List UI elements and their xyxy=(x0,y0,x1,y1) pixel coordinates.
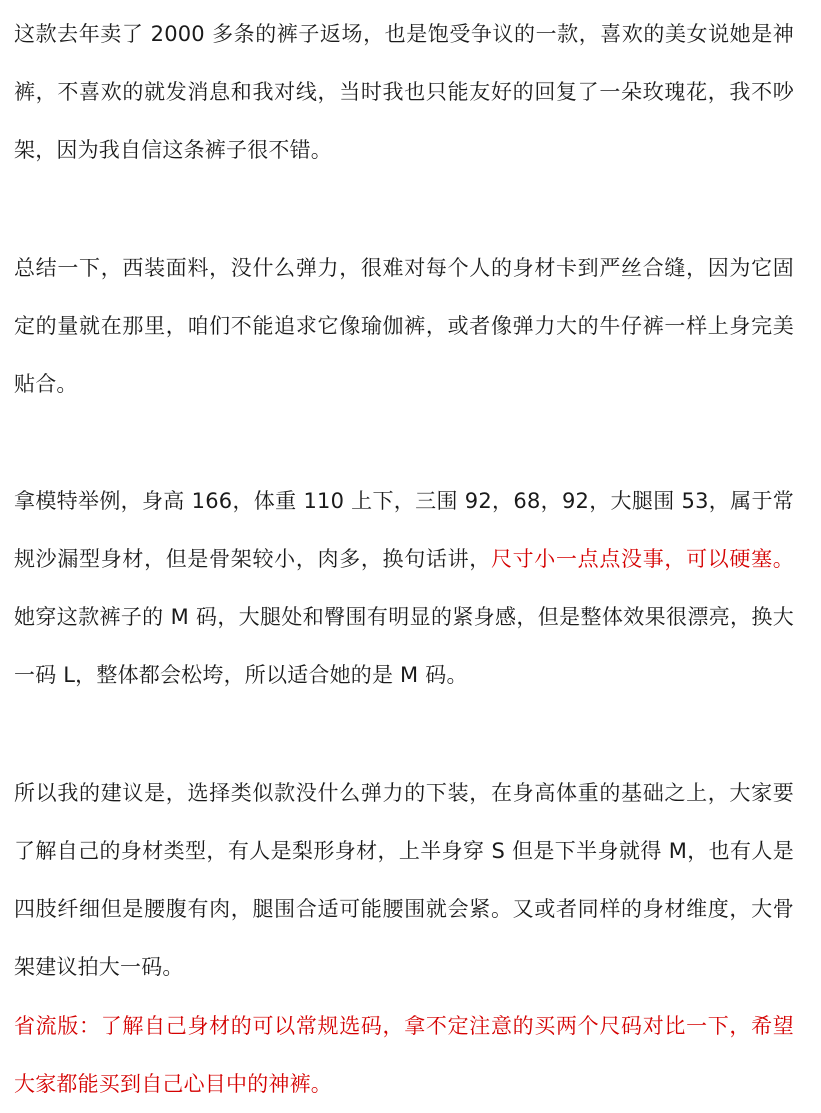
model-example-text-continued: 她穿这款裤子的 M 码，大腿处和臀围有明显的紧身感，但是整体效果很漂亮，换大一码 L，整体都会松垮，所以适合她的是 M 码。 xyxy=(14,605,794,687)
model-example-text: 拿模特举例，身高 166，体重 110 上下，三围 92，68，92，大腿围 53，属于常规沙漏型身材，但是骨架较小，肉多，换句话讲， xyxy=(14,489,794,571)
paragraph-model-example xyxy=(14,472,794,704)
paragraph-summary: 总结一下，西装面料，没什么弹力，很难对每个人的身材卡到严丝合缝，因为它固定的量就在那里，咱们不能追求它像瑜伽裤，或者像弹力大的牛仔裤一样上身完美贴合。 xyxy=(14,256,794,396)
paragraph-intro: 这款去年卖了 2000 多条的裤子返场，也是饱受争议的一款，喜欢的美女说她是神裤，不喜欢的就发消息和我对线，当时我也只能友好的回复了一朵玫瑰花，我不吵架，因为我自信这条裤子很不错。 xyxy=(14,22,794,162)
highlight-text: 尺寸小一点点没事，可以硬塞。 xyxy=(490,547,794,571)
paragraph-tldr: 省流版：了解自己身材的可以常规选码，拿不定注意的买两个尺码对比一下，希望大家都能买到自己心目中的神裤。 xyxy=(14,1014,794,1096)
paragraph-advice: 所以我的建议是，选择类似款没什么弹力的下装，在身高体重的基础之上，大家要了解自己的身材类型，有人是梨形身材，上半身穿 S 但是下半身就得 M，也有人是四肢纤细但是腰腹有肉，腿围合适可能腰围就会紧。又或者同样的身材维度，大骨架建议拍大一码。 xyxy=(14,781,794,979)
